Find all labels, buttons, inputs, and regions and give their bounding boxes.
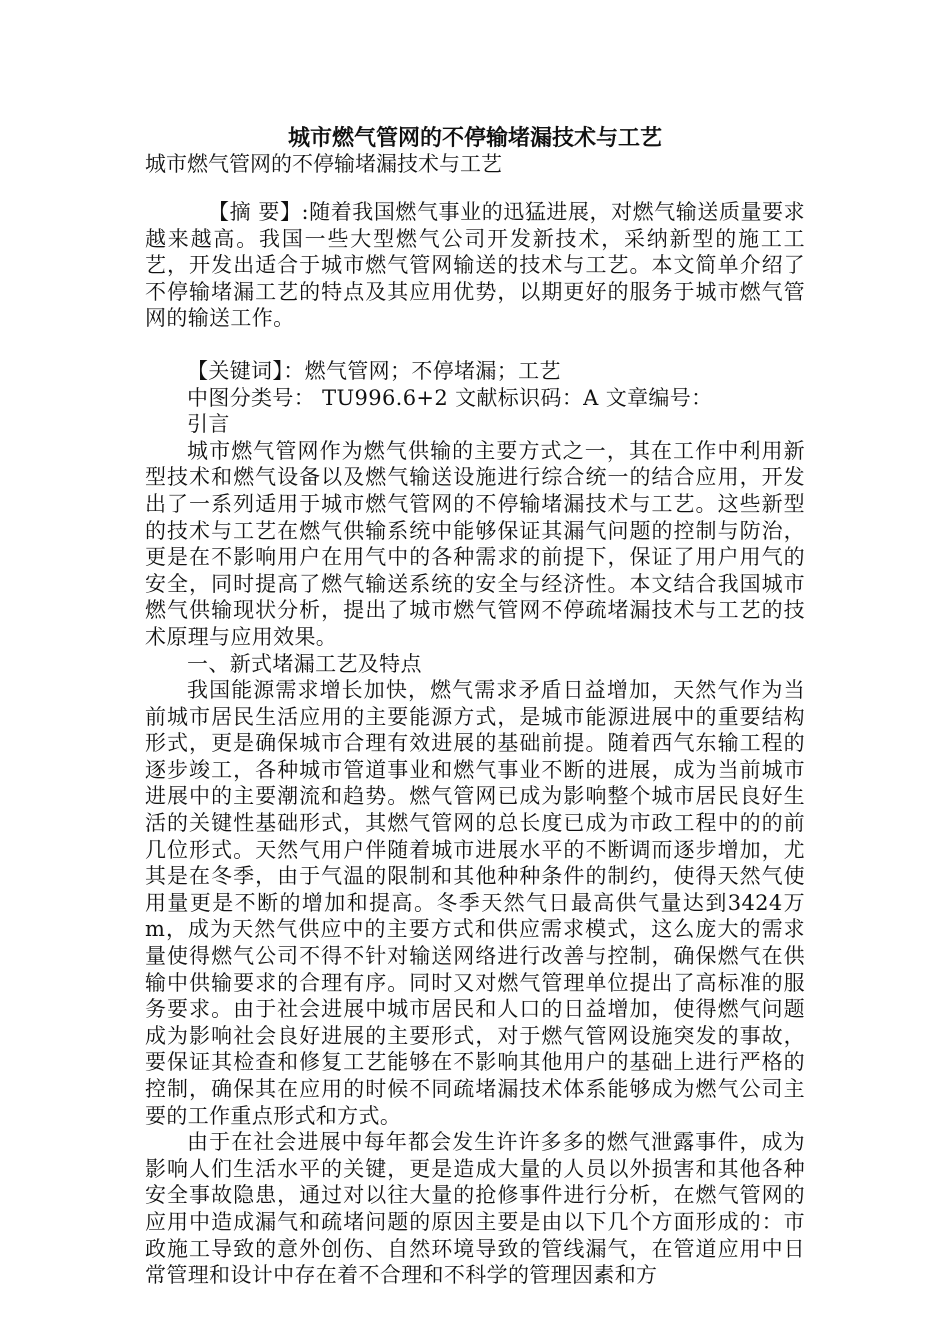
document-title: 城市燃气管网的不停输堵漏技术与工艺 <box>287 125 662 151</box>
document-subtitle: 城市燃气管网的不停输堵漏技术与工艺 <box>145 152 502 176</box>
abstract-paragraph: 【摘 要】:随着我国燃气事业的迅猛进展，对燃气输送质量要求越来越高。我国一些大型燃气公司开发新技术，采纳新型的施工工艺，开发出适合于城市燃气管网输送的技术与工艺。本文简单介绍了不停输堵漏工艺的特点及其应用优势，以期更好的服务于城市燃气管网的输送工作。 <box>145 200 805 331</box>
keywords-line: 【关键词】：燃气管网；不停堵漏；工艺 <box>187 358 561 383</box>
document-body <box>145 199 805 1289</box>
spacer <box>145 332 805 358</box>
section1-heading: 一、新式堵漏工艺及特点 <box>187 651 422 676</box>
section1-paragraph: 我国能源需求增长加快，燃气需求矛盾日益增加，天然气作为当前城市居民生活应用的主要能源方式，是城市能源进展中的重要结构形式，更是确保城市合理有效进展的基础前提。随着西气东输工程的逐步竣工，各种城市管道事业和燃气事业不断的进展，成为当前城市进展中的主要潮流和趋势。燃气管网已成为影响整个城市居民良好生活的关键性基础形式，其燃气管网的总长度已成为市政工程中的的前几位形式。天然气用户伴随着城市进展水平的不断调而逐步增加，尤其是在冬季，由于气温的限制和其他种种条件的制约，使得天然气使用量更是不断的增加和提高。冬季天然气日最高供气量达到3424万m，成为天然气供应中的主要方式和供应需求模式，这么庞大的需求量使得燃气公司不得不针对输送网络进行改善与控制，确保燃气在供输中供输要求的合理有序。同时又对燃气管理单位提出了高标准的服务要求。由于社会进展中城市居民和人口的日益增加，使得燃气问题成为影响社会良好进展的主要形式，对于燃气管网设施突发的事故，要保证其检查和修复工艺能够在不影响其他用户的基础上进行严格的控制，确保其在应用的时候不同疏堵漏技术体系能够成为燃气公司主要的工作重点形式和方式。 <box>145 678 805 1128</box>
classification-line: 中图分类号： TU996.6+2 文献标识码：A 文章编号： <box>187 385 713 410</box>
section1-paragraph: 由于在社会进展中每年都会发生许许多多的燃气泄露事件，成为影响人们生活水平的关键，更是造成大量的人员以外损害和其他各种安全事故隐患，通过对以往大量的抢修事件进行分析，在燃气管网的应用中造成漏气和疏堵问题的原因主要是由以下几个方面形成的：市政施工导致的意外创伤、自然环境导致的管线漏气，在管道应用中日常管理和设计中存在着不合理和不科学的管理因素和方 <box>145 1130 805 1288</box>
intro-heading: 引言 <box>187 412 230 437</box>
intro-paragraph: 城市燃气管网作为燃气供输的主要方式之一，其在工作中利用新型技术和燃气设备以及燃气输送设施进行综合统一的结合应用，开发出了一系列适用于城市燃气管网的不停输堵漏技术与工艺。这些新型的技术与工艺在燃气供输系统中能够保证其漏气问题的控制与防治，更是在不影响用户在用气中的各种需求的前提下，保证了用户用气的安全，同时提高了燃气输送系统的安全与经济性。本文结合我国城市燃气供输现状分析，提出了城市燃气管网不停疏堵漏技术与工艺的技术原理与应用效果。 <box>145 438 805 649</box>
